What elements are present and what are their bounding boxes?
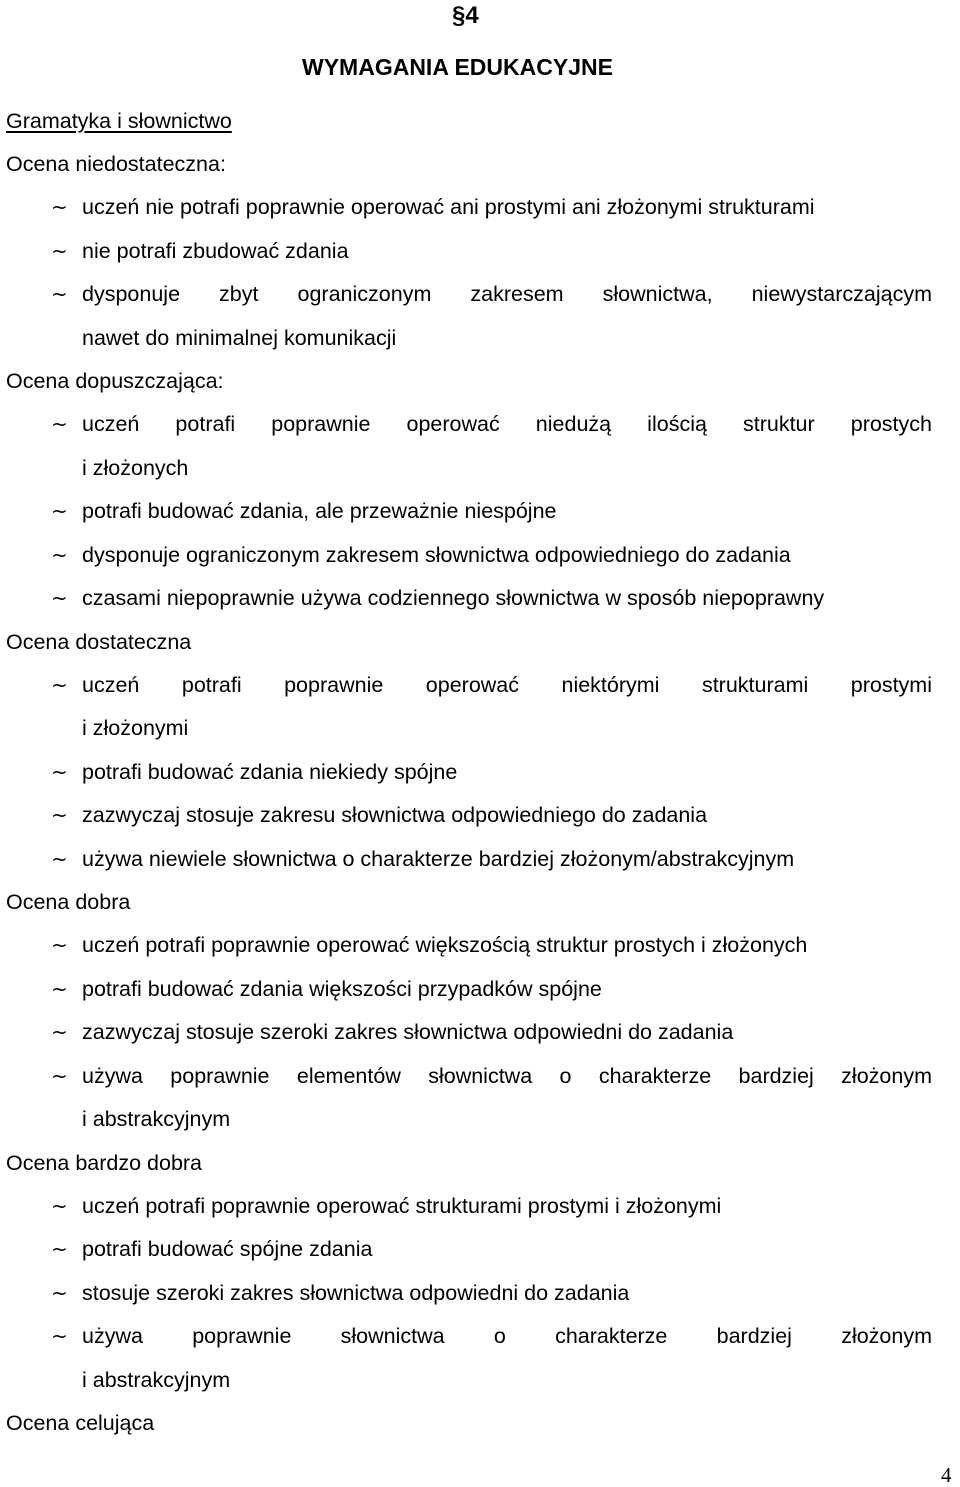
requirement-item <box>6 1011 932 1055</box>
grade-section <box>6 143 932 360</box>
tilde-bullet-icon: ~ <box>51 1324 68 1348</box>
document-title: WYMAGANIA EDUKACYJNE <box>302 54 613 80</box>
requirement-text <box>82 664 932 751</box>
requirement-item <box>6 1315 932 1402</box>
tilde-bullet-icon: ~ <box>51 586 68 610</box>
section-mark: § <box>452 2 466 29</box>
tilde-bullet-icon: ~ <box>51 282 68 306</box>
requirement-text <box>82 1011 932 1055</box>
grades-container <box>6 143 932 1445</box>
grade-label: Ocena celująca <box>6 1411 155 1435</box>
requirement-text <box>82 924 932 968</box>
tilde-bullet-icon: ~ <box>51 1193 68 1218</box>
document-body <box>6 99 932 1445</box>
requirement-text <box>82 968 932 1012</box>
requirement-line: uczeń potrafi poprawnie operować niedużą ilością struktur prostych <box>82 412 932 436</box>
requirement-text <box>82 490 932 534</box>
tilde-bullet-icon: ~ <box>51 238 68 263</box>
requirement-text <box>82 403 932 490</box>
tilde-bullet-icon: ~ <box>51 846 68 871</box>
requirement-text <box>82 1055 932 1142</box>
requirement-line: nawet do minimalnej komunikacji <box>82 325 397 350</box>
requirement-line: używa poprawnie elementów słownictwa o charakterze bardziej złożonym <box>82 1063 932 1088</box>
tilde-bullet-icon: ~ <box>51 1280 68 1305</box>
requirement-line: i złożonych <box>82 455 189 480</box>
tilde-bullet-icon: ~ <box>51 759 68 784</box>
requirement-item <box>6 924 932 968</box>
tilde-bullet-icon: ~ <box>51 976 68 1001</box>
requirement-item <box>6 664 932 751</box>
section-number: 4 <box>465 2 479 29</box>
requirement-text <box>82 838 932 882</box>
requirement-line: uczeń potrafi poprawnie operować strukturami prostymi i złożonymi <box>82 1193 722 1218</box>
requirement-list <box>6 924 932 1142</box>
requirement-line: uczeń potrafi poprawnie operować niektórymi strukturami prostymi <box>82 672 932 697</box>
tilde-bullet-icon: ~ <box>51 542 68 567</box>
requirement-line: nie potrafi zbudować zdania <box>82 238 349 263</box>
tilde-bullet-icon: ~ <box>51 803 68 827</box>
requirement-list <box>6 664 932 882</box>
section-header <box>452 2 479 30</box>
requirement-text <box>82 1185 932 1229</box>
requirement-text <box>82 751 932 795</box>
requirement-text <box>82 1228 932 1272</box>
requirement-line: i złożonymi <box>82 716 189 740</box>
tilde-bullet-icon: ~ <box>51 412 68 436</box>
grade-section <box>6 360 932 621</box>
tilde-bullet-icon: ~ <box>51 1063 68 1088</box>
requirement-item <box>6 1272 932 1316</box>
requirement-item <box>6 577 932 621</box>
requirement-text <box>82 794 932 838</box>
grade-label: Ocena dopuszczająca: <box>6 369 224 393</box>
grade-section <box>6 1402 932 1445</box>
requirement-item <box>6 1185 932 1229</box>
requirement-line: zazwyczaj stosuje szeroki zakres słownictwa odpowiedni do zadania <box>82 1020 734 1044</box>
requirement-text <box>82 273 932 360</box>
grade-label: Ocena dobra <box>6 890 131 914</box>
tilde-bullet-icon: ~ <box>51 672 68 697</box>
grade-label: Ocena bardzo dobra <box>6 1150 203 1175</box>
requirement-line: uczeń potrafi poprawnie operować większością struktur prostych i złożonych <box>82 933 808 957</box>
requirement-item <box>6 751 932 795</box>
page-number: 4 <box>941 1463 952 1487</box>
requirement-line: uczeń nie potrafi poprawnie operować ani prostymi ani złożonymi strukturami <box>82 195 815 219</box>
grade-section <box>6 881 932 1142</box>
requirement-list <box>6 1185 932 1403</box>
requirement-line: dysponuje ograniczonym zakresem słownictwa odpowiedniego do zadania <box>82 542 791 567</box>
grade-label: Ocena niedostateczna: <box>6 152 226 176</box>
tilde-bullet-icon: ~ <box>51 499 68 523</box>
grade-section <box>6 621 932 882</box>
grade-label: Ocena dostateczna <box>6 629 192 654</box>
requirement-list <box>6 186 932 360</box>
requirement-text <box>82 230 932 274</box>
requirement-item <box>6 1055 932 1142</box>
requirement-item <box>6 968 932 1012</box>
requirement-line: potrafi budować zdania niekiedy spójne <box>82 759 458 784</box>
requirement-list <box>6 403 932 621</box>
requirement-text <box>82 534 932 578</box>
requirement-line: zazwyczaj stosuje zakresu słownictwa odpowiedniego do zadania <box>82 803 708 827</box>
requirement-line: czasami niepoprawnie używa codziennego słownictwa w sposób niepoprawny <box>82 586 825 610</box>
requirement-line: używa niewiele słownictwa o charakterze bardziej złożonym/abstrakcyjnym <box>82 846 795 871</box>
requirement-line: potrafi budować zdania większości przypadków spójne <box>82 976 602 1001</box>
requirement-text <box>82 186 932 230</box>
tilde-bullet-icon: ~ <box>51 195 68 219</box>
requirement-line: używa poprawnie słownictwa o charakterze bardziej złożonym <box>82 1324 932 1348</box>
requirement-item <box>6 273 932 360</box>
requirement-item <box>6 230 932 274</box>
requirement-item <box>6 794 932 838</box>
requirement-item <box>6 490 932 534</box>
requirement-line: dysponuje zbyt ograniczonym zakresem słownictwa, niewystarczającym <box>82 282 932 306</box>
requirement-text <box>82 577 932 621</box>
requirement-text <box>82 1272 932 1316</box>
section-heading-text: Gramatyka i słownictwo <box>6 109 232 133</box>
requirement-line: potrafi budować zdania, ale przeważnie niespójne <box>82 499 557 523</box>
requirement-item <box>6 403 932 490</box>
requirement-line: i abstrakcyjnym <box>82 1367 231 1392</box>
requirement-item <box>6 1228 932 1272</box>
requirement-item <box>6 838 932 882</box>
tilde-bullet-icon: ~ <box>51 933 68 957</box>
section-heading <box>6 99 932 143</box>
requirement-line: potrafi budować spójne zdania <box>82 1237 373 1261</box>
grade-section <box>6 1142 932 1403</box>
requirement-item <box>6 186 932 230</box>
tilde-bullet-icon: ~ <box>51 1237 68 1261</box>
requirement-line: stosuje szeroki zakres słownictwa odpowiedni do zadania <box>82 1280 630 1305</box>
requirement-line: i abstrakcyjnym <box>82 1107 231 1131</box>
requirement-text <box>82 1315 932 1402</box>
requirement-item <box>6 534 932 578</box>
tilde-bullet-icon: ~ <box>51 1020 68 1044</box>
